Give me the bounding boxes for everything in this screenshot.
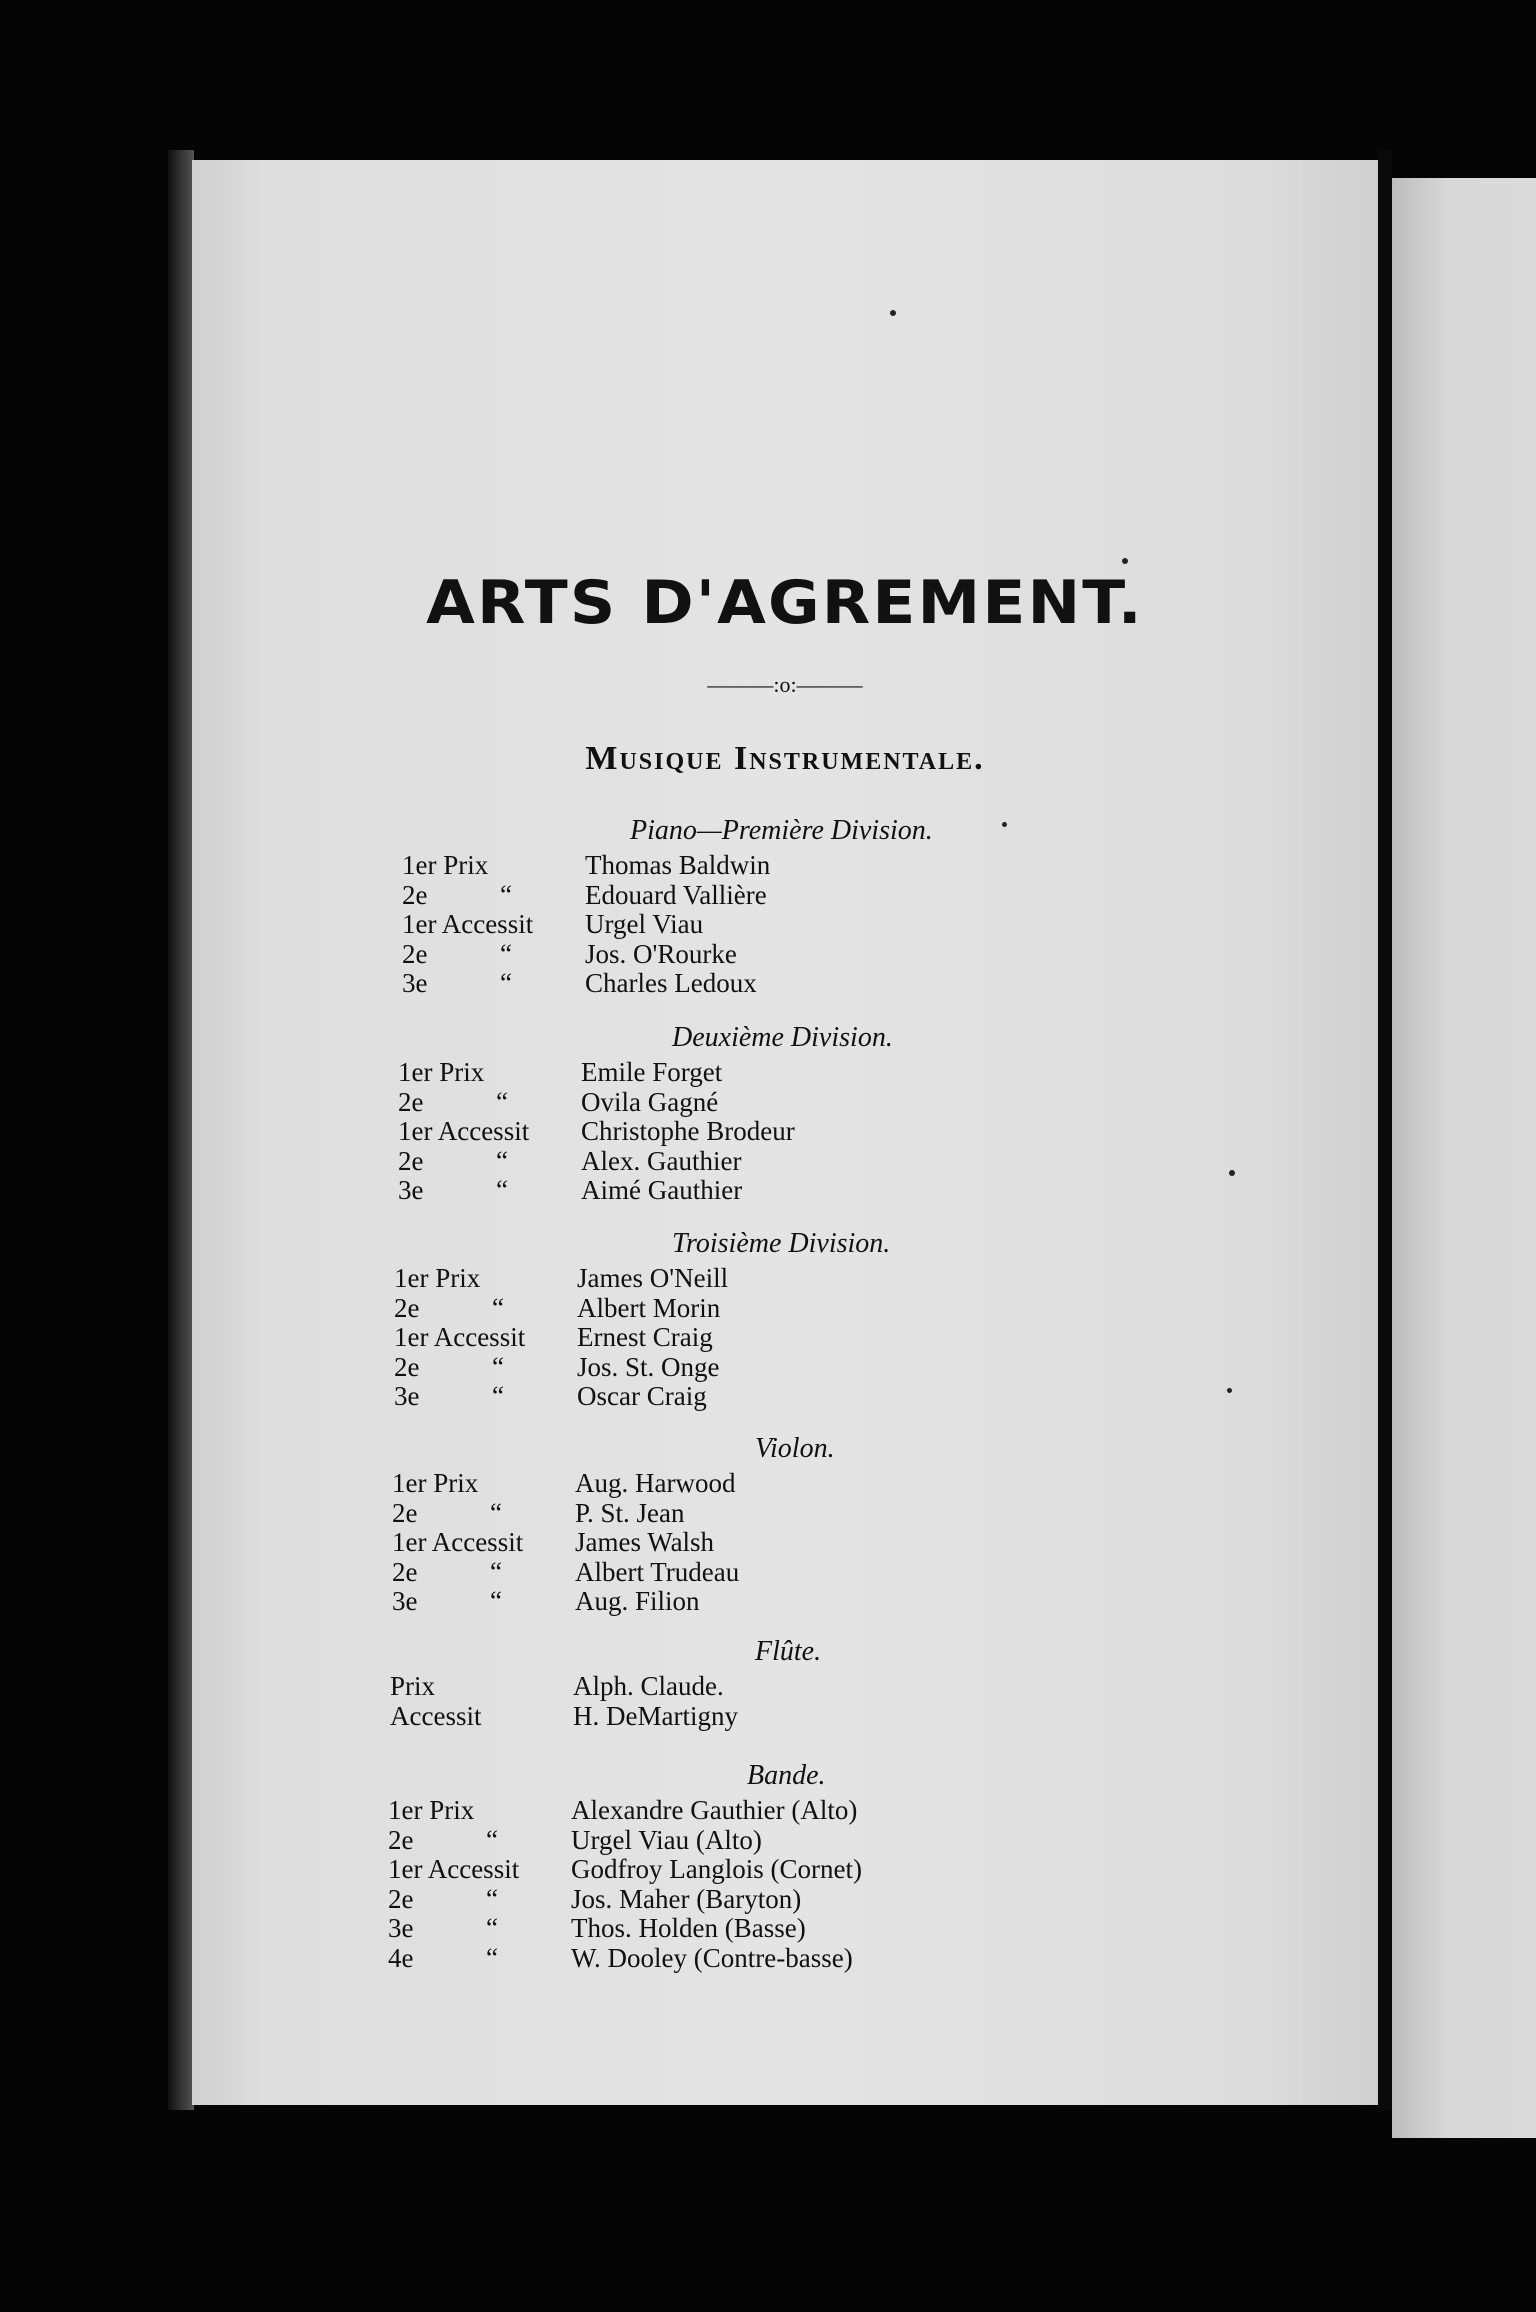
award-rank: 1er Accessit xyxy=(394,1322,526,1352)
award-recipient: Emile Forget xyxy=(581,1057,723,1087)
ditto-mark: “ xyxy=(496,1145,508,1176)
award-recipient: Jos. St. Onge xyxy=(577,1351,720,1382)
award-recipient: Aimé Gauthier xyxy=(581,1175,743,1205)
award-rank: 2e xyxy=(392,1497,418,1528)
ditto-mark: “ xyxy=(490,1556,502,1587)
award-recipient: Edouard Vallière xyxy=(585,879,767,910)
title-separator: ———:o:——— xyxy=(707,672,863,697)
award-recipient: Ovila Gagné xyxy=(581,1086,719,1117)
ditto-mark: “ xyxy=(490,1586,502,1616)
award-recipient: Godfroy Langlois (Cornet) xyxy=(571,1854,862,1884)
speck xyxy=(1229,1170,1235,1176)
award-recipient: Thomas Baldwin xyxy=(585,850,771,880)
ditto-mark: “ xyxy=(496,1086,508,1117)
award-rank: 3e xyxy=(392,1586,418,1616)
award-rank: 3e xyxy=(402,968,428,998)
award-rank: 2e xyxy=(394,1292,420,1323)
speck xyxy=(890,310,896,316)
division-title: Piano—Première Division. xyxy=(630,815,933,846)
award-rank: 4e xyxy=(388,1942,414,1973)
award-recipient: Christophe Brodeur xyxy=(581,1116,795,1146)
award-recipient: Albert Morin xyxy=(577,1292,721,1323)
award-rank: 2e xyxy=(402,938,428,969)
award-recipient: Charles Ledoux xyxy=(585,968,757,998)
document-page xyxy=(192,160,1378,2105)
award-recipient: Urgel Viau (Alto) xyxy=(571,1824,762,1855)
award-rank: 3e xyxy=(388,1913,414,1943)
award-rank: 1er Prix xyxy=(398,1057,485,1087)
ditto-mark: “ xyxy=(486,1824,498,1855)
page-edge-left xyxy=(168,150,194,2110)
division-title: Deuxième Division. xyxy=(672,1022,893,1053)
award-recipient: W. Dooley (Contre-basse) xyxy=(571,1942,853,1973)
award-rank: 1er Accessit xyxy=(392,1527,524,1557)
award-rank: Prix xyxy=(390,1671,436,1701)
award-rank: 3e xyxy=(398,1175,424,1205)
award-recipient: Aug. Filion xyxy=(575,1586,700,1616)
award-rank: Accessit xyxy=(390,1700,482,1731)
award-rank: 2e xyxy=(388,1883,414,1914)
award-rank: 2e xyxy=(398,1145,424,1176)
ditto-mark: “ xyxy=(500,968,512,998)
award-recipient: James O'Neill xyxy=(577,1263,729,1293)
speck xyxy=(1002,822,1007,827)
adjacent-page xyxy=(1392,178,1536,2138)
award-recipient: Albert Trudeau xyxy=(575,1556,740,1587)
page-title: ARTS D'AGREMENT. xyxy=(426,568,1144,638)
award-recipient: Alph. Claude. xyxy=(573,1671,724,1701)
ditto-mark: “ xyxy=(496,1175,508,1205)
award-rank: 1er Prix xyxy=(394,1263,481,1293)
ditto-mark: “ xyxy=(500,879,512,910)
award-recipient: Ernest Craig xyxy=(577,1322,713,1352)
ditto-mark: “ xyxy=(490,1497,502,1528)
award-recipient: Thos. Holden (Basse) xyxy=(571,1913,806,1943)
award-recipient: Jos. Maher (Baryton) xyxy=(571,1883,802,1914)
award-rank: 1er Accessit xyxy=(398,1116,530,1146)
division-title: Troisième Division. xyxy=(672,1228,891,1259)
section-title: Musique Instrumentale. xyxy=(585,740,985,777)
ditto-mark: “ xyxy=(486,1942,498,1973)
award-rank: 1er Prix xyxy=(388,1795,475,1825)
award-recipient: Alex. Gauthier xyxy=(581,1145,742,1176)
ditto-mark: “ xyxy=(492,1351,504,1382)
award-recipient: Aug. Harwood xyxy=(575,1468,736,1498)
ditto-mark: “ xyxy=(486,1913,498,1943)
award-rank: 2e xyxy=(392,1556,418,1587)
speck xyxy=(1122,558,1128,564)
award-recipient: Urgel Viau xyxy=(585,909,704,939)
award-recipient: James Walsh xyxy=(575,1527,715,1557)
division-title: Bande. xyxy=(747,1760,826,1791)
award-recipient: Jos. O'Rourke xyxy=(585,938,737,969)
ditto-mark: “ xyxy=(500,938,512,969)
award-rank: 2e xyxy=(394,1351,420,1382)
division-title: Flûte. xyxy=(755,1636,822,1667)
ditto-mark: “ xyxy=(486,1883,498,1914)
award-rank: 2e xyxy=(398,1086,424,1117)
book-gutter xyxy=(1378,150,1392,2110)
award-rank: 1er Prix xyxy=(402,850,489,880)
speck xyxy=(1227,1388,1232,1393)
award-rank: 1er Accessit xyxy=(402,909,534,939)
award-rank: 2e xyxy=(388,1824,414,1855)
ditto-mark: “ xyxy=(492,1292,504,1323)
division-title: Violon. xyxy=(755,1433,835,1464)
award-recipient: Oscar Craig xyxy=(577,1381,707,1411)
award-rank: 1er Prix xyxy=(392,1468,479,1498)
award-recipient: Alexandre Gauthier (Alto) xyxy=(571,1795,858,1825)
award-recipient: P. St. Jean xyxy=(575,1497,685,1528)
award-rank: 2e xyxy=(402,879,428,910)
award-rank: 3e xyxy=(394,1381,420,1411)
award-rank: 1er Accessit xyxy=(388,1854,520,1884)
award-recipient: H. DeMartigny xyxy=(573,1700,738,1731)
ditto-mark: “ xyxy=(492,1381,504,1411)
